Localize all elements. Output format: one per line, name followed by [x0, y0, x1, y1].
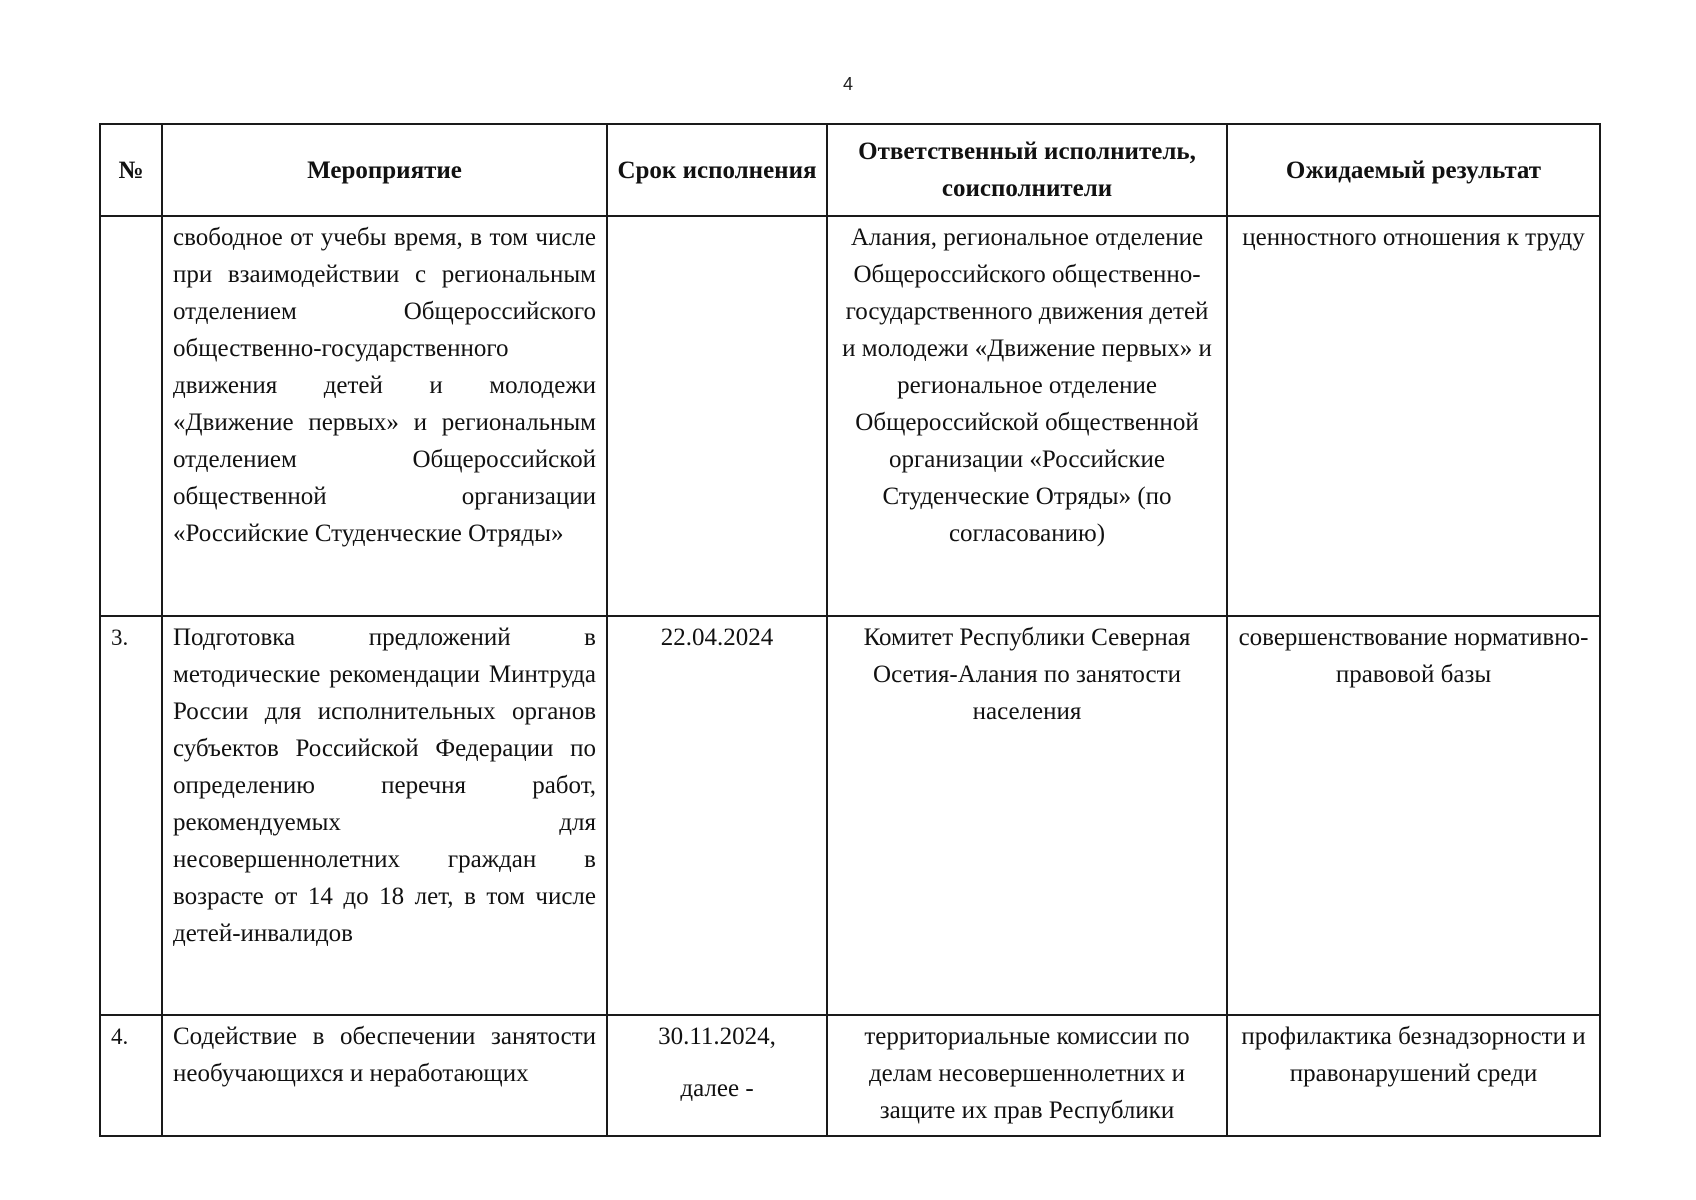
row-term — [607, 216, 827, 616]
row-responsible: территориальные комиссии по делам несовершеннолетних и защите их прав Республики — [827, 1015, 1227, 1136]
row-result: профилактика безнадзорности и правонарушений среди — [1227, 1015, 1600, 1136]
row-term-cell — [607, 1015, 827, 1136]
table-row — [100, 216, 1600, 616]
row-num: 4. — [100, 1015, 162, 1136]
header-activity: Мероприятие — [162, 124, 607, 216]
row-num: 3. — [100, 616, 162, 1015]
header-responsible: Ответственный исполнитель, соисполнители — [827, 124, 1227, 216]
row-term: 22.04.2024 — [607, 616, 827, 1015]
measures-table — [99, 123, 1601, 1137]
row-responsible: Алания, региональное отделение Общероссийского общественно-государственного движения детей и молодежи «Движение первых» и региональное отделение Общероссийской общественной организации «Российские Студенческие Отряды» (по согласованию) — [827, 216, 1227, 616]
row-activity: свободное от учебы время, в том числе при взаимодействии с региональным отделением Общероссийского общественно-государственного движения детей и молодежи «Движение первых» и региональным отделением Общероссийской общественной организации «Российские Студенческие Отряды» — [162, 216, 607, 616]
table-row — [100, 616, 1600, 1015]
header-term: Срок исполнения — [607, 124, 827, 216]
row-num — [100, 216, 162, 616]
header-result: Ожидаемый результат — [1227, 124, 1600, 216]
row-responsible: Комитет Республики Северная Осетия-Алания по занятости населения — [827, 616, 1227, 1015]
row-activity: Подготовка предложений в методические рекомендации Минтруда России для исполнительных органов субъектов Российской Федерации по определению перечня работ, рекомендуемых для несовершеннолетних граждан в возрасте от 14 до 18 лет, в том числе детей-инвалидов — [162, 616, 607, 1015]
page-number: 4 — [842, 74, 853, 94]
header-num: № — [100, 124, 162, 216]
row-activity: Содействие в обеспечении занятости необучающихся и неработающих — [162, 1015, 607, 1136]
row-term-continued: далее - — [680, 1075, 754, 1102]
row-result: ценностного отношения к труду — [1227, 216, 1600, 616]
row-result: совершенствование нормативно-правовой базы — [1227, 616, 1600, 1015]
table-row — [100, 1015, 1600, 1136]
table-header-row — [100, 124, 1600, 216]
row-term: 30.11.2024, — [658, 1023, 776, 1050]
